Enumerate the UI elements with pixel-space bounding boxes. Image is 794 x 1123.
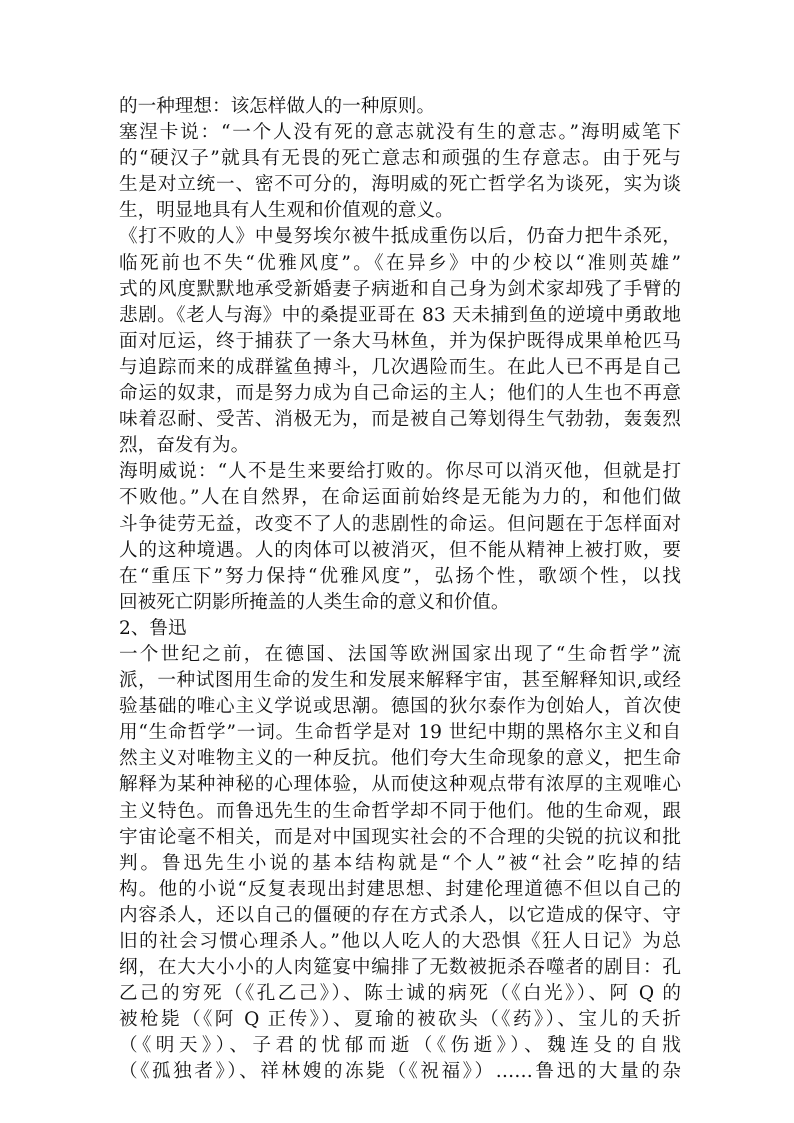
- section-heading: 2、鲁迅: [119, 617, 187, 639]
- text-line: 人的这种境遇。人的肉体可以被消灭，但不能从精神上被打败，要: [119, 539, 681, 561]
- text-line: 内容杀人，还以自己的僵硬的存在方式杀人，以它造成的保守、守: [119, 904, 681, 926]
- text-line: 味着忍耐、受苦、消极无为，而是被自己筹划得生气勃勃，轰轰烈: [119, 409, 681, 431]
- text-line: 《打不败的人》中曼努埃尔被牛抵成重伤以后，仍奋力把牛杀死，: [119, 226, 681, 248]
- text-line: 临死前也不失“优雅风度”。《在异乡》中的少校以“准则英雄”: [119, 252, 681, 274]
- text-line: （《孤独者》）、祥林嫂的冻毙（《祝福》）……鲁迅的大量的杂: [119, 1061, 681, 1083]
- text-line: 乙己的穷死（《孔乙己》）、陈士诚的病死（《白光》）、阿 Q 的: [119, 983, 681, 1005]
- text-line: 宇宙论毫不相关，而是对中国现实社会的不合理的尖锐的抗议和批: [119, 826, 681, 848]
- text-line: 用“生命哲学”一词。生命哲学是对 19 世纪中期的黑格尔主义和自: [119, 722, 681, 744]
- text-line: 斗争徒劳无益，改变不了人的悲剧性的命运。但问题在于怎样面对: [119, 513, 681, 535]
- text-line: 构。他的小说“反复表现出封建思想、封建伦理道德不但以自己的: [119, 878, 681, 900]
- text-line: 命运的奴隶，而是努力成为自己命运的主人；他们的人生也不再意: [119, 383, 681, 405]
- text-line: （《明天》）、子君的忧郁而逝（《伤逝》）、魏连殳的自戕: [119, 1035, 681, 1057]
- text-line: 在“重压下”努力保持“优雅风度”，弘扬个性，歌颂个性，以找: [119, 565, 681, 587]
- text-line: 判。鲁迅先生小说的基本结构就是“个人”被“社会”吃掉的结: [119, 852, 681, 874]
- text-line: 派，一种试图用生命的发生和发展来解释宇宙，甚至解释知识,或经: [119, 670, 681, 692]
- text-line: 烈，奋发有为。: [119, 435, 250, 457]
- text-line: 不败他。”人在自然界，在命运面前始终是无能为力的，和他们做: [119, 487, 681, 509]
- text-line: 生，明显地具有人生观和价值观的意义。: [119, 200, 454, 222]
- text-line: 面对厄运，终于捕获了一条大马林鱼，并为保护既得成果单枪匹马: [119, 330, 681, 352]
- text-line: 塞涅卡说：“一个人没有死的意志就没有生的意志。”海明威笔下: [119, 122, 681, 144]
- text-line: 与追踪而来的成群鲨鱼搏斗，几次遇险而生。在此人已不再是自己: [119, 356, 681, 378]
- text-line: 一个世纪之前，在德国、法国等欧洲国家出现了“生命哲学”流: [119, 643, 681, 665]
- text-line: 主义特色。而鲁迅先生的生命哲学却不同于他们。他的生命观，跟: [119, 800, 681, 822]
- text-line: 解释为某种神秘的心理体验，从而使这种观点带有浓厚的主观唯心: [119, 774, 681, 796]
- document-body: [119, 94, 681, 1086]
- text-line: 纲，在大大小小的人肉筵宴中编排了无数被扼杀吞噬者的剧目：孔: [119, 957, 681, 979]
- text-line: 悲剧。《老人与海》中的桑提亚哥在 83 天未捕到鱼的逆境中勇敢地: [119, 304, 681, 326]
- text-line: 生是对立统一、密不可分的，海明威的死亡哲学名为谈死，实为谈: [119, 174, 681, 196]
- text-line: 验基础的唯心主义学说或思潮。德国的狄尔泰作为创始人，首次使: [119, 696, 681, 718]
- text-line: 的一种理想：该怎样做人的一种原则。: [119, 96, 436, 117]
- text-line: 的“硬汉子”就具有无畏的死亡意志和顽强的生存意志。由于死与: [119, 148, 681, 170]
- text-line: 式的风度默默地承受新婚妻子病逝和自己身为剑术家却残了手臂的: [119, 278, 681, 300]
- text-line: 旧的社会习惯心理杀人。”他以人吃人的大恐惧《狂人日记》为总: [119, 931, 681, 952]
- text-line: 被枪毙（《阿 Q 正传》）、夏瑜的被砍头（《药》）、宝儿的夭折: [119, 1009, 681, 1031]
- text-line: 然主义对唯物主义的一种反抗。他们夸大生命现象的意义，把生命: [119, 748, 681, 770]
- text-line: 海明威说：“人不是生来要给打败的。你尽可以消灭他，但就是打: [119, 461, 681, 483]
- text-line: 回被死亡阴影所掩盖的人类生命的意义和价值。: [119, 591, 510, 613]
